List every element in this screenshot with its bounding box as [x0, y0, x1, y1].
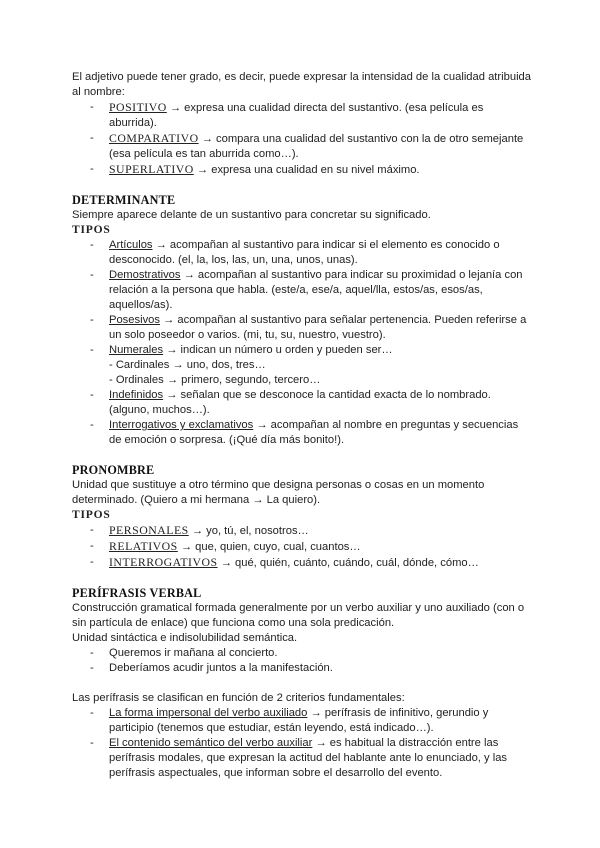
determinante-term: Interrogativos y exclamativos [109, 419, 254, 431]
list-item: - INTERROGATIVOS → qué, quién, cuánto, cuándo, cuál, dónde, cómo… [90, 555, 479, 569]
grado-list [72, 100, 532, 178]
section-heading-determinante: DETERMINANTE [72, 193, 176, 207]
list-item: - PERSONALES → yo, tú, el, nosotros… [90, 523, 309, 537]
list-item: - Queremos ir mañana al concierto. [90, 647, 278, 659]
pronombre-list [72, 523, 532, 571]
determinante-term: Posesivos [109, 314, 160, 326]
list-item: - Indefinidos → señalan que se desconoce la cantidad exacta de lo nombrado. (alguno, muchos…). [90, 389, 491, 416]
pronombre-tipos-heading: TIPOS [72, 509, 111, 521]
determinante-list [72, 238, 532, 448]
list-item: - Numerales → indican un número u orden y pueden ser… - Cardinales → uno, dos, tres… - Ordinales → primero, segundo, tercero… [90, 344, 393, 386]
document-page [72, 70, 532, 781]
determinante-term: Artículos [109, 239, 153, 251]
list-item: - COMPARATIVO → compara una cualidad del sustantivo con la de otro semejante (esa película es tan aburrida como…). [90, 131, 524, 160]
perifrasis-unidad: Unidad sintáctica e indisolubilidad semántica. [72, 632, 298, 644]
criterio-term: El contenido semántico del verbo auxiliar [109, 737, 313, 749]
determinante-intro: Siempre aparece delante de un sustantivo para concretar su significado. [72, 209, 431, 221]
perifrasis-criterios-list [72, 706, 532, 781]
list-item: - Posesivos → acompañan al sustantivo para señalar pertenencia. Pueden referirse a un solo poseedor o varios. (mi, tu, su, nuestro, vuestro). [90, 314, 527, 341]
list-item: - La forma impersonal del verbo auxiliado → perífrasis de infinitivo, gerundio y participio (tenemos que estudiar, están leyendo, está indicado…). [90, 707, 489, 734]
section-heading-perifrasis: PERÍFRASIS VERBAL [72, 586, 202, 600]
criterio-term: La forma impersonal del verbo auxiliado [109, 707, 308, 719]
pronombre-term: RELATIVOS [109, 539, 178, 553]
list-item: - El contenido semántico del verbo auxiliar → es habitual la distracción entre las perífrasis modales, que expresan la actitud del hablante ante lo enunciado, y las perífrasis aspectuales, que informan sobre el desarrollo del evento. [90, 737, 508, 779]
determinante-term: Numerales [109, 344, 164, 356]
list-item: - POSITIVO → expresa una cualidad directa del sustantivo. (esa película es aburrida). [90, 100, 484, 129]
perifrasis-intro: Construcción gramatical formada generalmente por un verbo auxiliar y uno auxiliado (con o sin partícula de enlace) que funciona como una sola predicación. [72, 602, 525, 629]
perifrasis-criterios-intro: Las perífrasis se clasifican en función de 2 criterios fundamentales: [72, 692, 405, 704]
determinante-term: Demostrativos [109, 269, 181, 281]
list-item: - Deberíamos acudir juntos a la manifestación. [90, 662, 333, 674]
list-item: - Interrogativos y exclamativos → acompañan al nombre en preguntas y secuencias de emoción o sorpresa. (¡Qué día más bonito!). [90, 419, 519, 446]
list-item: - RELATIVOS → que, quien, cuyo, cual, cuantos… [90, 539, 361, 553]
grado-term: POSITIVO [109, 100, 167, 114]
numerales-ordinales: - Ordinales → primero, segundo, tercero… [109, 374, 321, 386]
perifrasis-examples [72, 646, 532, 676]
pronombre-term: PERSONALES [109, 523, 189, 537]
grado-term: SUPERLATIVO [109, 162, 194, 176]
grado-intro: El adjetivo puede tener grado, es decir, puede expresar la intensidad de la cualidad atribuida al nombre: [72, 71, 531, 98]
list-item: - SUPERLATIVO → expresa una cualidad en su nivel máximo. [90, 162, 420, 176]
numerales-cardinales: - Cardinales → uno, dos, tres… [109, 359, 266, 371]
list-item: - Demostrativos → acompañan al sustantivo para indicar su proximidad o lejanía con relación a la persona que habla. (este/a, ese/a, aquel/lla, estos/as, esos/as, aquellos/as). [90, 269, 523, 311]
pronombre-term: INTERROGATIVOS [109, 555, 218, 569]
grado-term: COMPARATIVO [109, 131, 199, 145]
list-item: - Artículos → acompañan al sustantivo para indicar si el elemento es conocido o desconocido. (el, la, los, las, un, una, unos, unas). [90, 239, 500, 266]
pronombre-intro: Unidad que sustituye a otro término que designa personas o cosas en un momento determinado. (Quiero a mi hermana → La quiero). [72, 479, 485, 506]
determinante-tipos-heading: TIPOS [72, 224, 111, 236]
determinante-term: Indefinidos [109, 389, 164, 401]
section-heading-pronombre: PRONOMBRE [72, 463, 155, 477]
